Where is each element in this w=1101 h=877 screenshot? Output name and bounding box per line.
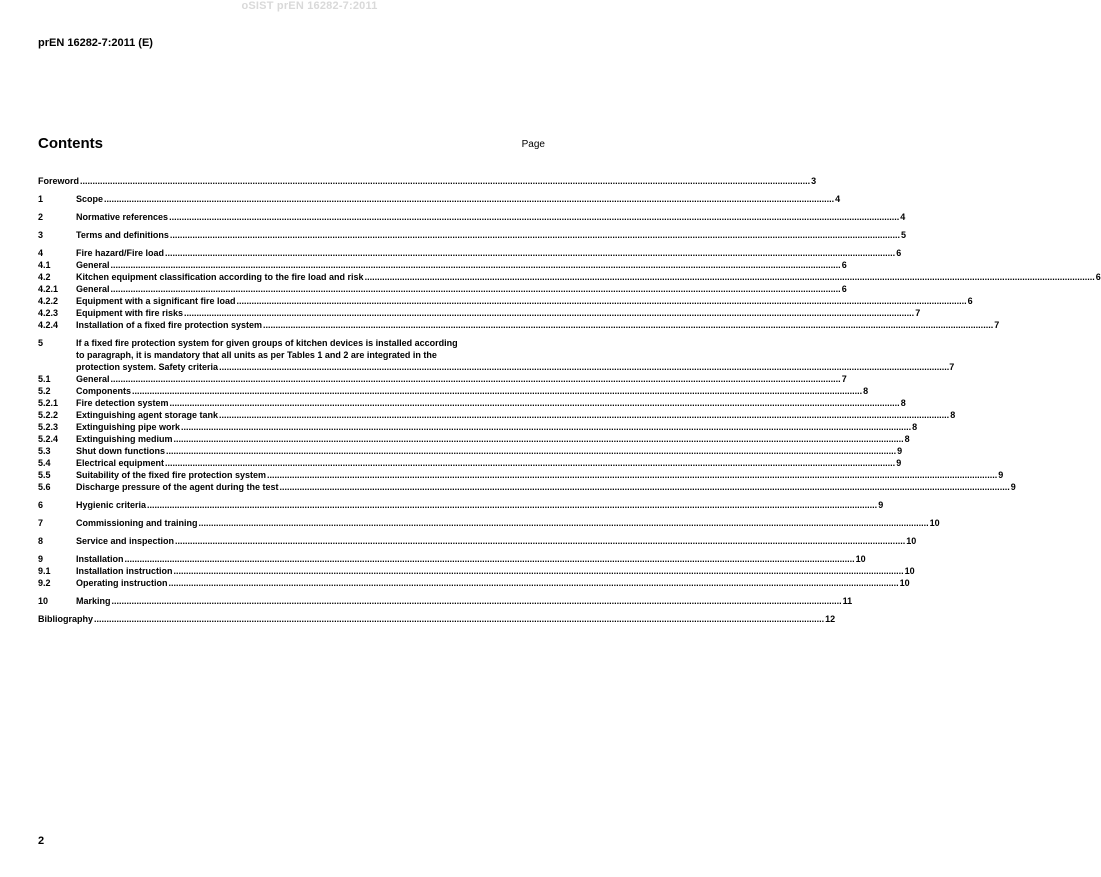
toc-entry-1[interactable] [38,193,841,205]
toc-number: 2 [38,212,44,222]
toc-page: 6 [841,284,847,294]
toc-entry-5-1[interactable] [38,373,847,385]
toc-entry-4-1[interactable] [38,259,847,271]
toc-title: Components [76,386,131,396]
toc-entry-4-2-4[interactable] [38,319,1000,331]
toc-page: 10 [855,554,866,564]
toc-entry-5-2-2[interactable] [38,409,956,421]
toc-page: 3 [811,176,817,186]
toc-page: 10 [929,518,940,528]
toc-title: General [76,284,110,294]
toc-number: 4 [38,248,44,258]
toc-page: 9 [896,458,902,468]
toc-title: Bibliography [38,614,94,624]
toc-entry-4-2[interactable] [38,271,1101,283]
toc-entry-5-2-4[interactable] [38,433,910,445]
toc-entry-5-6[interactable] [38,481,1016,493]
toc-title: Equipment with fire risks [76,308,184,318]
toc-title: Service and inspection [76,536,175,546]
toc-entry-4-2-1[interactable] [38,283,847,295]
toc-number: 5.2.3 [38,422,59,432]
page-column-label: Page [521,139,545,150]
toc-entry-9[interactable] [38,553,866,565]
toc-number: 5.2 [38,386,51,396]
toc-page: 8 [950,410,956,420]
toc-number: 5 [38,338,44,348]
toc-entry-5-3[interactable] [38,445,903,457]
toc-entry-5[interactable] [38,337,955,373]
contents-heading: Contents [38,135,103,152]
toc-title: Discharge pressure of the agent during the test [76,482,279,492]
toc-entry-6[interactable] [38,499,884,511]
toc-title: Extinguishing pipe work [76,422,181,432]
toc-title: Fire detection system [76,398,169,408]
document-id: prEN 16282-7:2011 (E) [38,37,153,49]
toc-title: Foreword [38,176,80,186]
toc-title-line-2: to paragraph, it is mandatory that all units as per Tables 1 and 2 are integrated in the [76,350,437,360]
toc-title: General [76,374,110,384]
toc-page: 7 [915,308,921,318]
toc-title: Fire hazard/Fire load [76,248,165,258]
toc-number: 5.3 [38,446,51,456]
toc-title: Kitchen equipment classification according to the fire load and risk [76,272,364,282]
toc-number: 1 [38,194,44,204]
toc-page: 11 [842,596,853,606]
toc-entry-9-2[interactable] [38,577,910,589]
toc-page: 9 [878,500,884,510]
toc-number: 5.2.4 [38,434,59,444]
toc-title: Terms and definitions [76,230,169,240]
toc-number: 8 [38,536,44,546]
toc-page: 7 [949,362,955,372]
toc-title: Suitability of the fixed fire protection system [76,470,267,480]
toc-page: 9 [1010,482,1016,492]
toc-entry-4[interactable] [38,247,902,259]
toc-page: 9 [998,470,1004,480]
toc-title: Electrical equipment [76,458,165,468]
toc-entry-4-2-2[interactable] [38,295,973,307]
toc-number: 4.1 [38,260,51,270]
toc-entry-5-4[interactable] [38,457,902,469]
toc-title-line-1: If a fixed fire protection system for given groups of kitchen devices is installed according [76,338,458,348]
toc-title: Installation of a fixed fire protection system [76,320,263,330]
toc-page: 8 [912,422,918,432]
toc-title: Shut down functions [76,446,165,456]
toc-number: 5.1 [38,374,51,384]
toc-number: 9.2 [38,578,51,588]
toc-number: 4.2.3 [38,308,59,318]
toc-number: 5.6 [38,482,51,492]
toc-entry-5-2-3[interactable] [38,421,918,433]
toc-number: 4.2.2 [38,296,59,306]
toc-entry-bibliography[interactable] [38,613,836,625]
toc-entry-5-2[interactable] [38,385,869,397]
toc-page: 10 [904,566,915,576]
toc-page: 4 [835,194,841,204]
toc-page: 4 [900,212,906,222]
toc-title-line-3: protection system. Safety criteria [76,362,219,372]
toc-title: Equipment with a significant fire load [76,296,236,306]
toc-title: Marking [76,596,111,606]
toc-title: Scope [76,194,104,204]
toc-page: 7 [994,320,1000,330]
toc-page: 6 [967,296,973,306]
toc-number: 9.1 [38,566,51,576]
toc-page: 6 [1095,272,1101,282]
toc-number: 4.2.4 [38,320,59,330]
toc-number: 7 [38,518,44,528]
toc-entry-8[interactable] [38,535,917,547]
toc-title: Installation instruction [76,566,173,576]
toc-page: 10 [899,578,910,588]
toc-title: Extinguishing medium [76,434,173,444]
toc-number: 10 [38,596,49,606]
toc-page: 10 [906,536,917,546]
toc-entry-5-5[interactable] [38,469,1004,481]
toc-entry-5-2-1[interactable] [38,397,906,409]
toc-title: Hygienic criteria [76,500,147,510]
toc-page: 6 [896,248,902,258]
toc-title: General [76,260,110,270]
toc-number: 4.2 [38,272,51,282]
toc-number: 5.5 [38,470,51,480]
toc-title: Operating instruction [76,578,168,588]
toc-entry-2[interactable] [38,211,906,223]
toc-page: 7 [841,374,847,384]
toc-page: 12 [825,614,836,624]
toc-page: 6 [841,260,847,270]
toc-page: 8 [900,398,906,408]
toc-title: Commissioning and training [76,518,198,528]
table-of-contents [38,175,1101,625]
toc-title: Extinguishing agent storage tank [76,410,219,420]
toc-number: 5.4 [38,458,51,468]
toc-entry-foreword[interactable] [38,175,817,187]
toc-entry-7[interactable] [38,517,940,529]
toc-page: 8 [904,434,910,444]
toc-entry-10[interactable] [38,595,853,607]
toc-number: 5.2.2 [38,410,59,420]
toc-number: 6 [38,500,44,510]
toc-entry-9-1[interactable] [38,565,915,577]
toc-number: 5.2.1 [38,398,59,408]
toc-number: 3 [38,230,44,240]
toc-page: 5 [901,230,907,240]
toc-entry-3[interactable] [38,229,907,241]
toc-entry-4-2-3[interactable] [38,307,921,319]
toc-number: 4.2.1 [38,284,59,294]
toc-title: Normative references [76,212,169,222]
toc-page: 9 [897,446,903,456]
toc-number: 9 [38,554,44,564]
toc-page: 8 [863,386,869,396]
toc-title: Installation [76,554,124,564]
page-number: 2 [38,835,45,847]
watermark: oSIST prEN 16282-7:2011 [241,0,378,12]
